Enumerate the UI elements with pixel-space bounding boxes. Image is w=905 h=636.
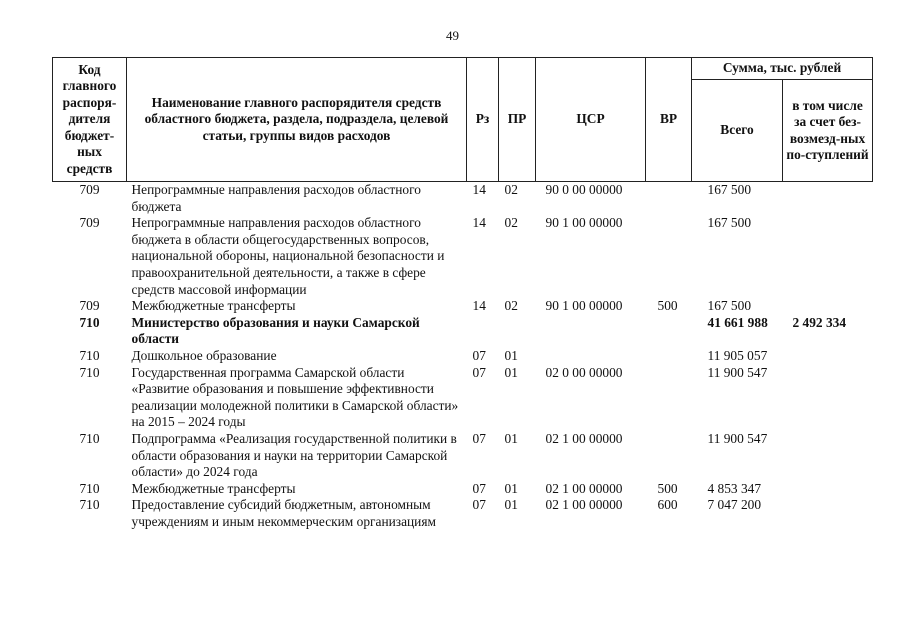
cell-free: 2 492 334 [792, 314, 847, 330]
cell-name: Дошкольное образование [131, 347, 277, 363]
header-pr: ПР [499, 58, 536, 182]
cell-name: Непрограммные направления расходов областного бюджета в области общегосударственных вопросов, национальной обороны, национальной безопасности и правоохранительной деятельности, а также в сфере средств массовой информации [131, 215, 445, 297]
header-free: в том числе за счет без-возмезд-ных по-ступлений [783, 80, 873, 182]
table-row [53, 348, 873, 365]
cell-csr: 90 1 00 00000 [545, 215, 623, 231]
cell-pr: 02 [504, 215, 518, 231]
cell-rz: 14 [472, 298, 486, 314]
cell-free [783, 365, 873, 431]
cell-rz: 14 [472, 182, 486, 197]
cell-free [783, 348, 873, 365]
cell-code: 710 [79, 480, 100, 496]
cell-pr [499, 315, 536, 348]
table-row [53, 182, 873, 216]
table-row [53, 315, 873, 348]
cell-vr: 500 [657, 480, 678, 496]
table-row [53, 481, 873, 498]
cell-vr: 500 [657, 298, 678, 314]
cell-name: Межбюджетные трансферты [131, 298, 296, 314]
cell-code: 709 [79, 298, 100, 314]
cell-pr: 02 [504, 298, 518, 314]
cell-rz: 14 [472, 215, 486, 231]
header-total: Всего [692, 80, 783, 182]
cell-pr: 01 [504, 364, 518, 380]
table-body [53, 182, 873, 531]
cell-csr: 02 1 00 00000 [545, 480, 623, 496]
header-csr: ЦСР [536, 58, 646, 182]
cell-code: 710 [79, 347, 100, 363]
cell-pr: 01 [504, 480, 518, 496]
cell-rz: 07 [472, 497, 486, 513]
cell-free [783, 215, 873, 298]
cell-csr: 02 1 00 00000 [545, 497, 623, 513]
cell-total: 167 500 [707, 182, 752, 197]
cell-code: 710 [79, 364, 100, 380]
cell-csr: 02 0 00 00000 [545, 364, 623, 380]
cell-total: 167 500 [707, 215, 752, 231]
header-vr: ВР [646, 58, 692, 182]
page-number: 49 [446, 28, 459, 43]
cell-name: Предоставление субсидий бюджетным, автономным учреждениям и иным некоммерческим организациям [131, 497, 436, 529]
cell-code: 710 [79, 430, 100, 446]
cell-vr [646, 315, 692, 348]
cell-vr [646, 431, 692, 481]
cell-csr: 90 1 00 00000 [545, 298, 623, 314]
cell-total: 167 500 [707, 298, 752, 314]
table-row [53, 298, 873, 315]
cell-vr [646, 348, 692, 365]
table-row [53, 365, 873, 431]
cell-vr [646, 215, 692, 298]
header-code: Код главного распоря-дителя бюджет-ных средств [53, 58, 127, 182]
header-rz: Рз [467, 58, 499, 182]
cell-pr: 01 [504, 347, 518, 363]
header-sum: Сумма, тыс. рублей [692, 58, 873, 80]
table-row [53, 215, 873, 298]
cell-total: 41 661 988 [707, 314, 768, 330]
cell-code: 710 [79, 314, 100, 330]
cell-name: Непрограммные направления расходов областного бюджета [131, 182, 421, 214]
cell-csr: 90 0 00 00000 [545, 182, 623, 197]
cell-rz: 07 [472, 364, 486, 380]
cell-pr: 01 [504, 497, 518, 513]
cell-rz: 07 [472, 430, 486, 446]
table-row [53, 497, 873, 530]
cell-rz: 07 [472, 347, 486, 363]
cell-free [783, 481, 873, 498]
cell-free [783, 182, 873, 216]
budget-table [52, 57, 873, 530]
cell-csr [536, 315, 646, 348]
cell-csr: 02 1 00 00000 [545, 430, 623, 446]
cell-free [783, 431, 873, 481]
cell-name: Государственная программа Самарской области «Развитие образования и повышение эффективности реализации молодежной политики в Самарской области» на 2015 – 2024 годы [131, 364, 459, 430]
cell-name: Министерство образования и науки Самарской области [131, 314, 420, 347]
cell-name: Межбюджетные трансферты [131, 480, 296, 496]
table-row [53, 431, 873, 481]
cell-code: 709 [79, 215, 100, 231]
cell-pr: 02 [504, 182, 518, 197]
cell-rz [467, 315, 499, 348]
cell-pr: 01 [504, 430, 518, 446]
header-name: Наименование главного распорядителя средств областного бюджета, раздела, подраздела, целевой статьи, группы видов расходов [127, 58, 467, 182]
cell-total: 7 047 200 [707, 497, 762, 513]
cell-total: 11 905 057 [707, 347, 768, 363]
cell-total: 11 900 547 [707, 430, 768, 446]
cell-name: Подпрограмма «Реализация государственной политики в области образования и науки на территории Самарской области» до 2024 года [131, 430, 457, 480]
cell-free [783, 298, 873, 315]
cell-code: 710 [79, 497, 100, 513]
cell-total: 4 853 347 [707, 480, 762, 496]
cell-csr [536, 348, 646, 365]
cell-total: 11 900 547 [707, 364, 768, 380]
cell-rz: 07 [472, 480, 486, 496]
cell-vr [646, 182, 692, 216]
cell-code: 709 [79, 182, 100, 197]
cell-free [783, 497, 873, 530]
cell-vr: 600 [657, 497, 678, 513]
cell-vr [646, 365, 692, 431]
